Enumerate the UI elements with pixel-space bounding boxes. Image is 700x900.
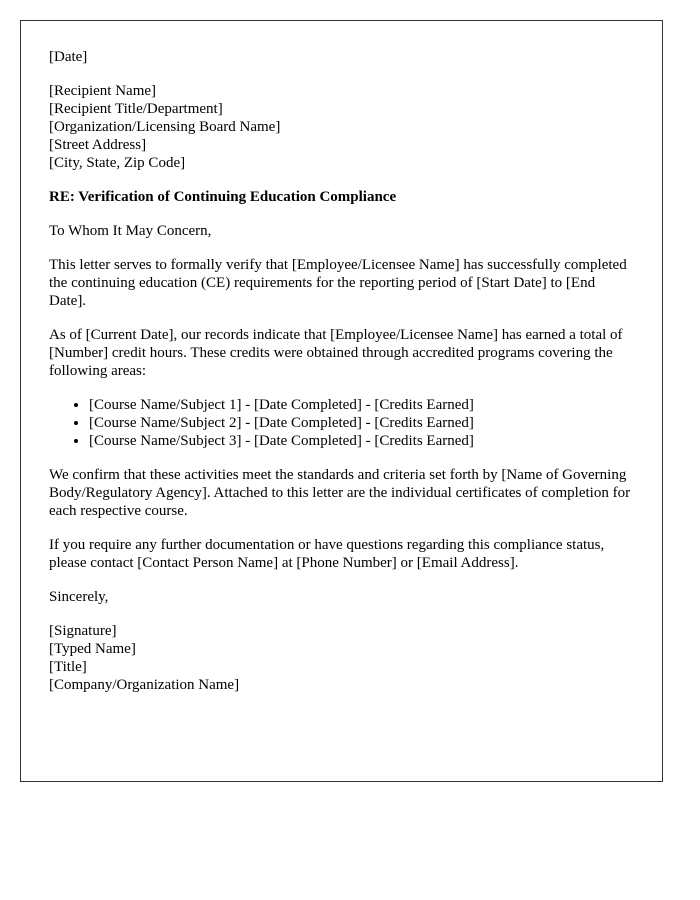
body-paragraph: If you require any further documentation or have questions regarding this compliance status, please contact [Contact Person Name] at [Phone Number] or [Email Address].: [49, 537, 605, 571]
recipient-title: [Recipient Title/Department]: [49, 101, 223, 117]
body-paragraph: As of [Current Date], our records indicate that [Employee/Licensee Name] has earned a total of [Number] credit hours. These credits were obtained through accredited programs covering the following areas:: [49, 327, 623, 379]
course-list: [49, 396, 634, 450]
body-paragraph: We confirm that these activities meet the standards and criteria set forth by [Name of Governing Body/Regulatory Agency]. Attached to this letter are the individual certificates of completion for each respective course.: [49, 467, 631, 519]
course-item: • [Course Name/Subject 2] - [Date Completed] - [Credits Earned]: [89, 414, 634, 432]
recipient-street: [Street Address]: [49, 137, 147, 153]
subject-line: RE: Verification of Continuing Education Compliance: [49, 189, 397, 205]
course-item: • [Course Name/Subject 3] - [Date Completed] - [Credits Earned]: [89, 432, 634, 450]
closing: Sincerely,: [49, 589, 109, 605]
recipient-name: [Recipient Name]: [49, 83, 157, 99]
body-paragraph: This letter serves to formally verify that [Employee/Licensee Name] has successfully completed the continuing education (CE) requirements for the reporting period of [Start Date] to [End Date].: [49, 257, 627, 309]
signer-title: [Title]: [49, 659, 87, 675]
recipient-block: [49, 82, 634, 172]
typed-name: [Typed Name]: [49, 641, 136, 657]
company-name: [Company/Organization Name]: [49, 677, 240, 693]
salutation: To Whom It May Concern,: [49, 223, 212, 239]
letter: [20, 20, 663, 782]
date: [Date]: [49, 49, 88, 65]
recipient-city: [City, State, Zip Code]: [49, 155, 186, 171]
signature: [Signature]: [49, 623, 117, 639]
recipient-organization: [Organization/Licensing Board Name]: [49, 119, 281, 135]
signature-block: [49, 622, 634, 694]
course-item: • [Course Name/Subject 1] - [Date Completed] - [Credits Earned]: [89, 396, 634, 414]
